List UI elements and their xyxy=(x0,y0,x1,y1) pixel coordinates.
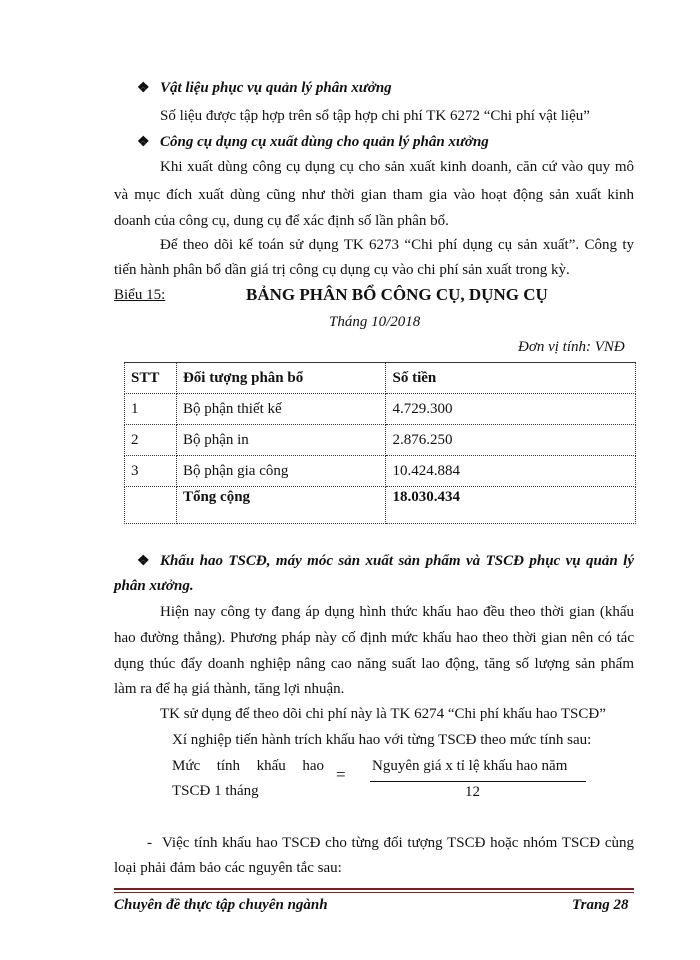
formula-left-line1: Mức tính khấu hao xyxy=(172,758,324,774)
footer-left: Chuyên đề thực tập chuyên ngành xyxy=(114,897,328,913)
formula-equals: = xyxy=(336,765,346,784)
dep-para1-line4: làm ra để hạ giá thành, tăng lợi nhuận. xyxy=(114,681,345,697)
header-stt: STT xyxy=(125,363,177,394)
footer-page-number: Trang 28 xyxy=(572,897,629,913)
table-title: BẢNG PHÂN BỔ CÔNG CỤ, DỤNG CỤ xyxy=(246,285,548,304)
cell-stt: 2 xyxy=(125,425,177,456)
tools-para1-line3: doanh của công cụ, dung cụ để xác định số lần phân bổ. xyxy=(114,213,449,229)
header-object: Đối tượng phân bổ xyxy=(176,363,386,394)
tools-para1-line2: và mục đích xuất dùng cũng như thời gian tham gia vào hoạt động sản xuất kinh xyxy=(114,187,634,203)
formula-left-line2: TSCĐ 1 tháng xyxy=(172,783,259,799)
cell-amount: 10.424.884 xyxy=(386,456,636,487)
cell-amount: 2.876.250 xyxy=(386,425,636,456)
formula-denominator: 12 xyxy=(465,784,480,800)
table-header-row xyxy=(125,363,636,394)
fraction-bar xyxy=(370,781,586,782)
footer-rule-thin xyxy=(114,892,634,893)
tools-para2-line1: Để theo dõi kế toán sử dụng TK 6273 “Chi phí dụng cụ sản xuất”. Công ty xyxy=(160,237,634,253)
table-total-row xyxy=(125,487,636,524)
cell-total-stt xyxy=(125,487,177,524)
dep-para1-line2: hao đường thẳng). Phương pháp này cố định mức khấu hao theo thời gian nên có tác xyxy=(114,630,634,646)
cell-stt: 3 xyxy=(125,456,177,487)
dep-para1-line1: Hiện nay công ty đang áp dụng hình thức khấu hao đều theo thời gian (khấu xyxy=(160,604,634,620)
tools-para2-line2: tiến hành phân bổ dần giá trị công cụ dụng cụ vào chi phí sản xuất trong kỳ. xyxy=(114,262,570,278)
cell-object: Bộ phận thiết kế xyxy=(176,394,386,425)
dep-bullet-line2: loại phải đảm bảo các nguyên tắc sau: xyxy=(114,860,342,876)
table-row xyxy=(125,425,636,456)
dep-bullet-line1: Việc tính khấu hao TSCĐ cho từng đối tượng TSCĐ hoặc nhóm TSCĐ cùng xyxy=(162,835,634,851)
table-row xyxy=(125,456,636,487)
depreciation-heading-line1: Khấu hao TSCĐ, máy móc sản xuất sản phẩm và TSCĐ phục vụ quản lý xyxy=(160,553,634,569)
dep-para2: TK sử dụng để theo dõi chi phí này là TK 6274 “Chi phí khấu hao TSCĐ” xyxy=(160,706,606,722)
cell-total-label: Tổng cộng xyxy=(176,487,386,524)
section-material-text: Số liệu được tập hợp trên sổ tập hợp chi phí TK 6272 “Chi phí vật liệu” xyxy=(160,108,590,124)
allocation-table xyxy=(124,362,636,524)
cell-stt: 1 xyxy=(125,394,177,425)
header-amount: Số tiền xyxy=(386,363,636,394)
dep-para1-line3: dụng thúc đẩy doanh nghiệp nâng cao năng suất lao động, tăng số lượng sản phẩm xyxy=(114,656,634,672)
cell-total-amount: 18.030.434 xyxy=(386,487,636,524)
cell-object: Bộ phận gia công xyxy=(176,456,386,487)
diamond-bullet-icon: ❖ xyxy=(137,81,150,96)
section-material-heading: Vật liệu phục vụ quản lý phân xưởng xyxy=(160,80,392,96)
cell-object: Bộ phận in xyxy=(176,425,386,456)
section-tools-heading: Công cụ dụng cụ xuất dùng cho quản lý phân xưởng xyxy=(160,134,489,150)
cell-amount: 4.729.300 xyxy=(386,394,636,425)
tools-para1-line1: Khi xuất dùng công cụ dụng cụ cho sản xuất kinh doanh, căn cứ vào quy mô xyxy=(160,159,634,175)
diamond-bullet-icon: ❖ xyxy=(137,554,150,569)
depreciation-heading-line2: phân xưởng. xyxy=(114,578,194,594)
table-unit: Đơn vị tính: VNĐ xyxy=(518,339,625,355)
dash-bullet: - xyxy=(147,835,152,851)
diamond-bullet-icon: ❖ xyxy=(137,135,150,150)
footer-rule-thick xyxy=(114,888,634,890)
dep-para3: Xí nghiệp tiến hành trích khấu hao với từng TSCĐ theo mức tính sau: xyxy=(172,732,592,748)
table-row xyxy=(125,394,636,425)
formula-numerator: Nguyên giá x tỉ lệ khấu hao năm xyxy=(372,758,568,774)
table-label: Biểu 15: xyxy=(114,287,166,303)
table-period: Tháng 10/2018 xyxy=(329,314,421,330)
